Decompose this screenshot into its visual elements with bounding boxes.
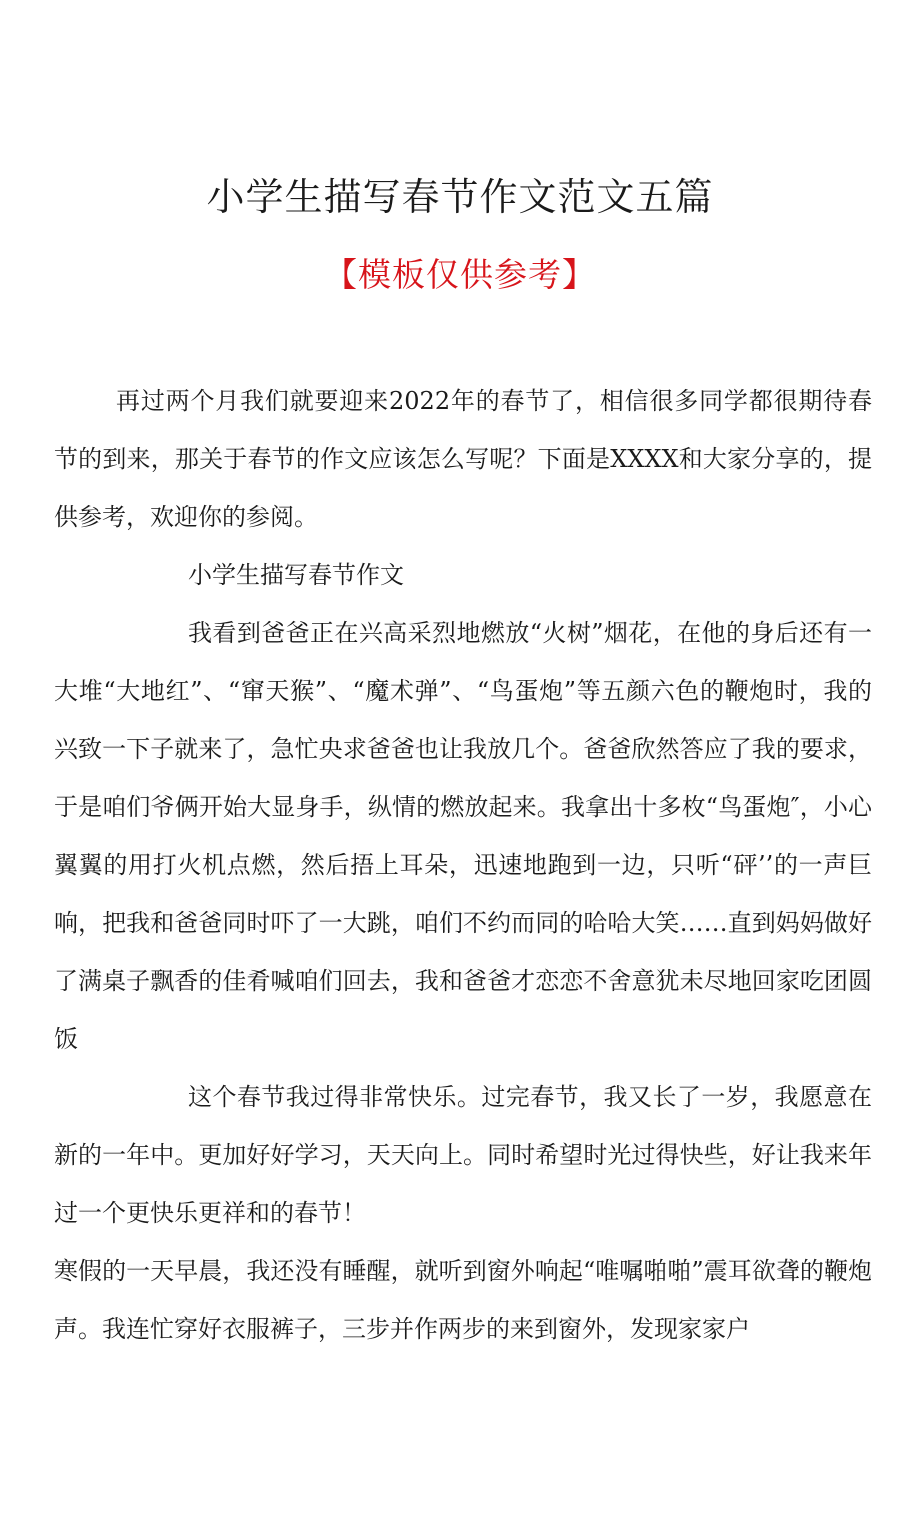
body-paragraph: 我看到爸爸正在兴高采烈地燃放“火树”烟花，在他的身后还有一大堆“大地红”、“窜天猴”、“魔术弹”、“鸟蛋炮”等五颜六色的鞭炮时，我的兴致一下子就来了，急忙央求爸爸也让我放几个。爸爸欣然答应了我的要求，于是咱们爷俩开始大显身手，纵情的燃放起来。我拿出十多枚“鸟蛋炮″，小心翼翼的用打火机点燃，然后捂上耳朵，迅速地跑到一边，只听“砰’’的一声巨响，把我和爸爸同时吓了一大跳，咱们不约而同的哈哈大笑……直到妈妈做好了满桌子飘香的佳肴喊咱们回去，我和爸爸才恋恋不舍意犹未尽地回家吃团圆饭 [54,619,872,1053]
document-title: 小学生描写春节作文范文五篇 [206,175,714,219]
section-heading: 小学生描写春节作文 [188,561,404,589]
document-body [54,372,872,1358]
body-paragraph: 寒假的一天早晨，我还没有睡醒，就听到窗外响起“唯嘱啪啪”震耳欲聋的鞭炮声。我连忙穿好衣服裤子，三步并作两步的来到窗外，发现家家户 [54,1257,872,1343]
intro-paragraph: 再过两个月我们就要迎来2022年的春节了，相信很多同学都很期待春节的到来，那关于春节的作文应该怎么写呢？下面是XXXX和大家分享的，提供参考，欢迎你的参阅。 [54,387,872,531]
document-subtitle: 【模板仅供参考】 [324,255,596,294]
body-paragraph: 这个春节我过得非常快乐。过完春节，我又长了一岁，我愿意在新的一年中。更加好好学习，天天向上。同时希望时光过得快些，好让我来年过一个更快乐更祥和的春节！ [54,1083,872,1227]
